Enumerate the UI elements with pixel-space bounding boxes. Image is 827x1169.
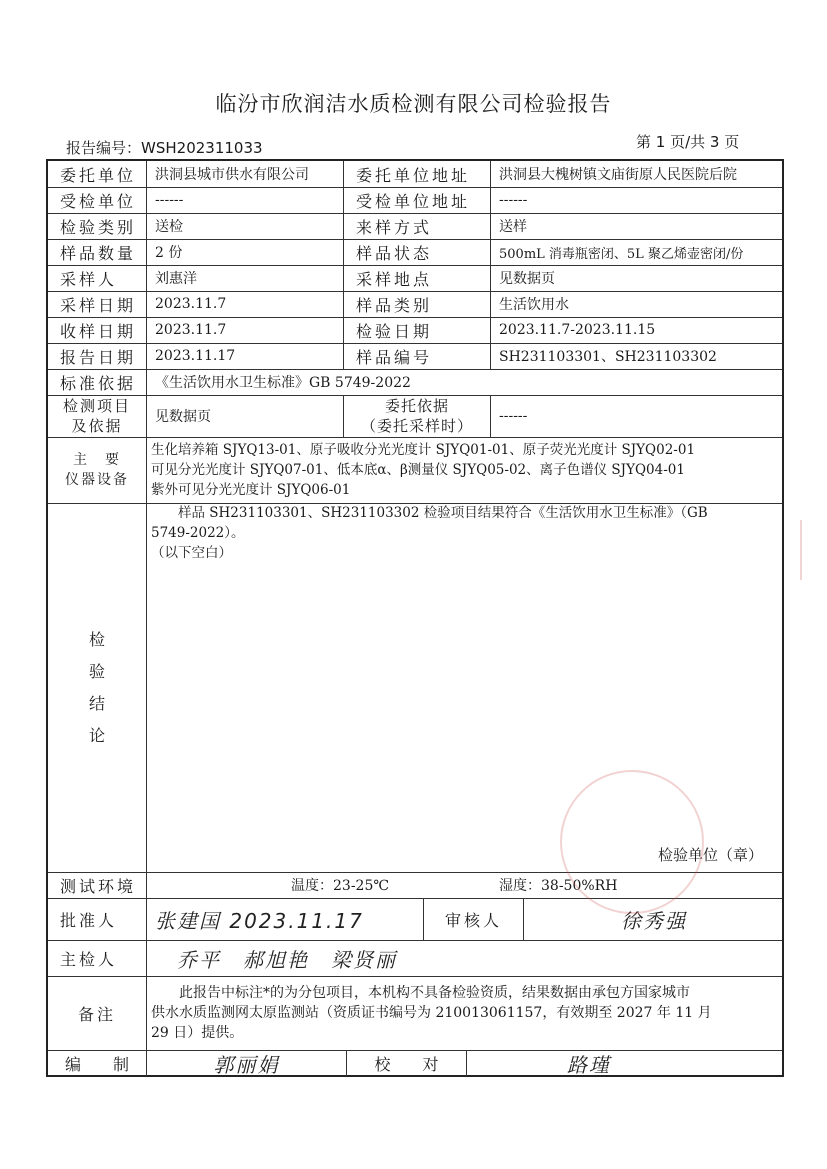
sample-state-label: 样品状态 bbox=[343, 239, 490, 265]
row-inspector bbox=[48, 940, 782, 977]
sampling-date-value: 2023.11.7 bbox=[146, 291, 343, 317]
sample-category-label: 样品类别 bbox=[343, 291, 490, 317]
remark-label: 备注 bbox=[77, 1004, 116, 1024]
sampler-value: 刘惠洋 bbox=[146, 265, 343, 291]
report-number-value: WSH202311033 bbox=[141, 139, 263, 157]
conclusion-line-3: （以下空白） bbox=[151, 545, 232, 561]
test-items-label bbox=[48, 395, 146, 437]
reviewer-signature: 徐秀强 bbox=[523, 898, 784, 940]
equipment-label-line-1: 主 要 bbox=[73, 452, 121, 468]
conclusion-label-char-4: 论 bbox=[88, 725, 105, 745]
remark-line-1: 此报告中标注*的为分包项目，本机构不具备检验资质，结果数据由承包方国家城市 bbox=[151, 985, 690, 1001]
remark-text bbox=[146, 976, 784, 1050]
sampling-date-label: 采样日期 bbox=[60, 295, 137, 315]
entrust-basis-label-line-2: （委托采样时） bbox=[360, 417, 473, 435]
equipment-line-2: 可见分光光度计 SJYQ07-01、低本底α、β测量仪 SJYQ05-02、离子色谱仪 SJYQ04-01 bbox=[151, 462, 685, 478]
row-test-type bbox=[48, 213, 782, 240]
reviewer-label: 审核人 bbox=[423, 898, 523, 940]
row-conclusion bbox=[48, 503, 782, 873]
inspected-label: 受检单位 bbox=[60, 191, 137, 211]
inspected-address-label: 受检单位地址 bbox=[343, 187, 490, 213]
remark-line-2: 供水水质监测网太原监测站（资质证书编号为 210013061157，有效期至 2027 年 11 月 bbox=[151, 1005, 712, 1021]
report-date-value: 2023.11.17 bbox=[146, 343, 343, 369]
report-number bbox=[66, 137, 263, 158]
sampling-method-value: 送样 bbox=[490, 213, 784, 239]
row-receipt-date bbox=[48, 317, 782, 344]
report-number-label: 报告编号： bbox=[66, 139, 142, 157]
sample-no-value: SH231103301、SH231103302 bbox=[490, 343, 784, 369]
row-sampling-date bbox=[48, 291, 782, 318]
sample-no-label: 样品编号 bbox=[343, 343, 490, 369]
client-label: 委托单位 bbox=[60, 165, 137, 185]
temperature-value: 温度：23-25℃ bbox=[291, 878, 390, 894]
sampling-site-label: 采样地点 bbox=[343, 265, 490, 291]
conclusion-label-char-3: 结 bbox=[88, 693, 105, 713]
client-address-value: 洪洞县大槐树镇文庙街原人民医院后院 bbox=[490, 161, 784, 187]
test-date-label: 检验日期 bbox=[343, 317, 490, 343]
receipt-date-value: 2023.11.7 bbox=[146, 317, 343, 343]
receipt-date-label: 收样日期 bbox=[60, 321, 137, 341]
environment-values bbox=[146, 872, 784, 898]
equipment-line-1: 生化培养箱 SJYQ13-01、原子吸收分光光度计 SJYQ01-01、原子荧光光度计 SJYQ02-01 bbox=[151, 442, 696, 458]
conclusion-line-1: 样品 SH231103301、SH231103302 检验项目结果符合《生活饮用水卫生标准》（GB bbox=[151, 505, 708, 521]
proofreader-label: 校 对 bbox=[346, 1050, 466, 1076]
standard-value: 《生活饮用水卫生标准》GB 5749-2022 bbox=[146, 369, 784, 395]
compiler-label: 编 制 bbox=[64, 1054, 129, 1074]
row-standard bbox=[48, 369, 782, 396]
test-items-label-line-2: 及依据 bbox=[71, 417, 123, 435]
entrust-basis-value: ------ bbox=[490, 395, 784, 437]
row-compiler bbox=[48, 1050, 782, 1076]
entrust-basis-label-line-1: 委托依据 bbox=[384, 397, 449, 415]
report-date-label: 报告日期 bbox=[60, 347, 137, 367]
row-remark bbox=[48, 976, 782, 1051]
compiler-signature: 郭丽娟 bbox=[146, 1050, 346, 1076]
test-type-value: 送检 bbox=[146, 213, 343, 239]
test-date-value: 2023.11.7-2023.11.15 bbox=[490, 317, 784, 343]
sample-category-value: 生活饮用水 bbox=[490, 291, 784, 317]
approver-signature: 张建国 2023.11.17 bbox=[146, 898, 423, 940]
proofreader-signature: 路瑾 bbox=[466, 1050, 784, 1076]
client-address-label: 委托单位地址 bbox=[343, 161, 490, 187]
row-sample-qty bbox=[48, 239, 782, 266]
inspected-address-value: ------ bbox=[490, 187, 784, 213]
sampler-label: 采样人 bbox=[60, 269, 118, 289]
equipment-list bbox=[146, 437, 784, 503]
inspector-signatures: 乔平 郝旭艳 梁贤丽 bbox=[146, 940, 784, 976]
conclusion-label bbox=[48, 503, 146, 872]
inspected-value: ------ bbox=[146, 187, 343, 213]
client-value: 洪洞县城市供水有限公司 bbox=[146, 161, 343, 187]
conclusion-line-2: 5749-2022）。 bbox=[151, 525, 245, 541]
row-inspected bbox=[48, 187, 782, 214]
report-title: 临汾市欣润洁水质检测有限公司检验报告 bbox=[215, 92, 612, 116]
remark-line-3: 29 日）提供。 bbox=[151, 1025, 244, 1041]
test-items-value: 见数据页 bbox=[146, 395, 343, 437]
environment-label: 测试环境 bbox=[60, 876, 137, 896]
humidity-value: 湿度：38-50%RH bbox=[499, 878, 618, 894]
sampling-site-value: 见数据页 bbox=[490, 265, 784, 291]
sample-state-value: 500mL 消毒瓶密闭、5L 聚乙烯壶密闭/份 bbox=[490, 239, 784, 265]
sample-qty-label: 样品数量 bbox=[60, 243, 137, 263]
report-table bbox=[46, 159, 784, 1077]
inspection-unit-seal-label: 检验单位（章） bbox=[658, 846, 764, 864]
sample-qty-value: 2 份 bbox=[146, 239, 343, 265]
row-report-date bbox=[48, 343, 782, 370]
inspector-label: 主检人 bbox=[60, 949, 118, 969]
row-approver bbox=[48, 898, 782, 941]
conclusion-label-char-1: 检 bbox=[88, 629, 105, 649]
equipment-label-line-2: 仪器设备 bbox=[65, 472, 129, 488]
sampling-method-label: 来样方式 bbox=[343, 213, 490, 239]
conclusion-text bbox=[146, 503, 784, 872]
test-type-label: 检验类别 bbox=[60, 217, 137, 237]
row-client bbox=[48, 161, 782, 188]
test-items-label-line-1: 检测项目 bbox=[62, 397, 131, 415]
entrust-basis-label bbox=[343, 395, 490, 437]
row-equipment bbox=[48, 437, 782, 504]
page-info: 第 1 页/共 3 页 bbox=[636, 133, 740, 151]
paging-seal-stamp bbox=[800, 520, 827, 580]
conclusion-label-char-2: 验 bbox=[88, 661, 105, 681]
approver-label: 批准人 bbox=[60, 910, 118, 930]
row-sampler bbox=[48, 265, 782, 292]
row-environment bbox=[48, 872, 782, 899]
row-test-items bbox=[48, 395, 782, 438]
equipment-label bbox=[48, 437, 146, 503]
standard-label: 标准依据 bbox=[60, 373, 137, 393]
equipment-line-3: 紫外可见分光光度计 SJYQ06-01 bbox=[151, 482, 351, 498]
